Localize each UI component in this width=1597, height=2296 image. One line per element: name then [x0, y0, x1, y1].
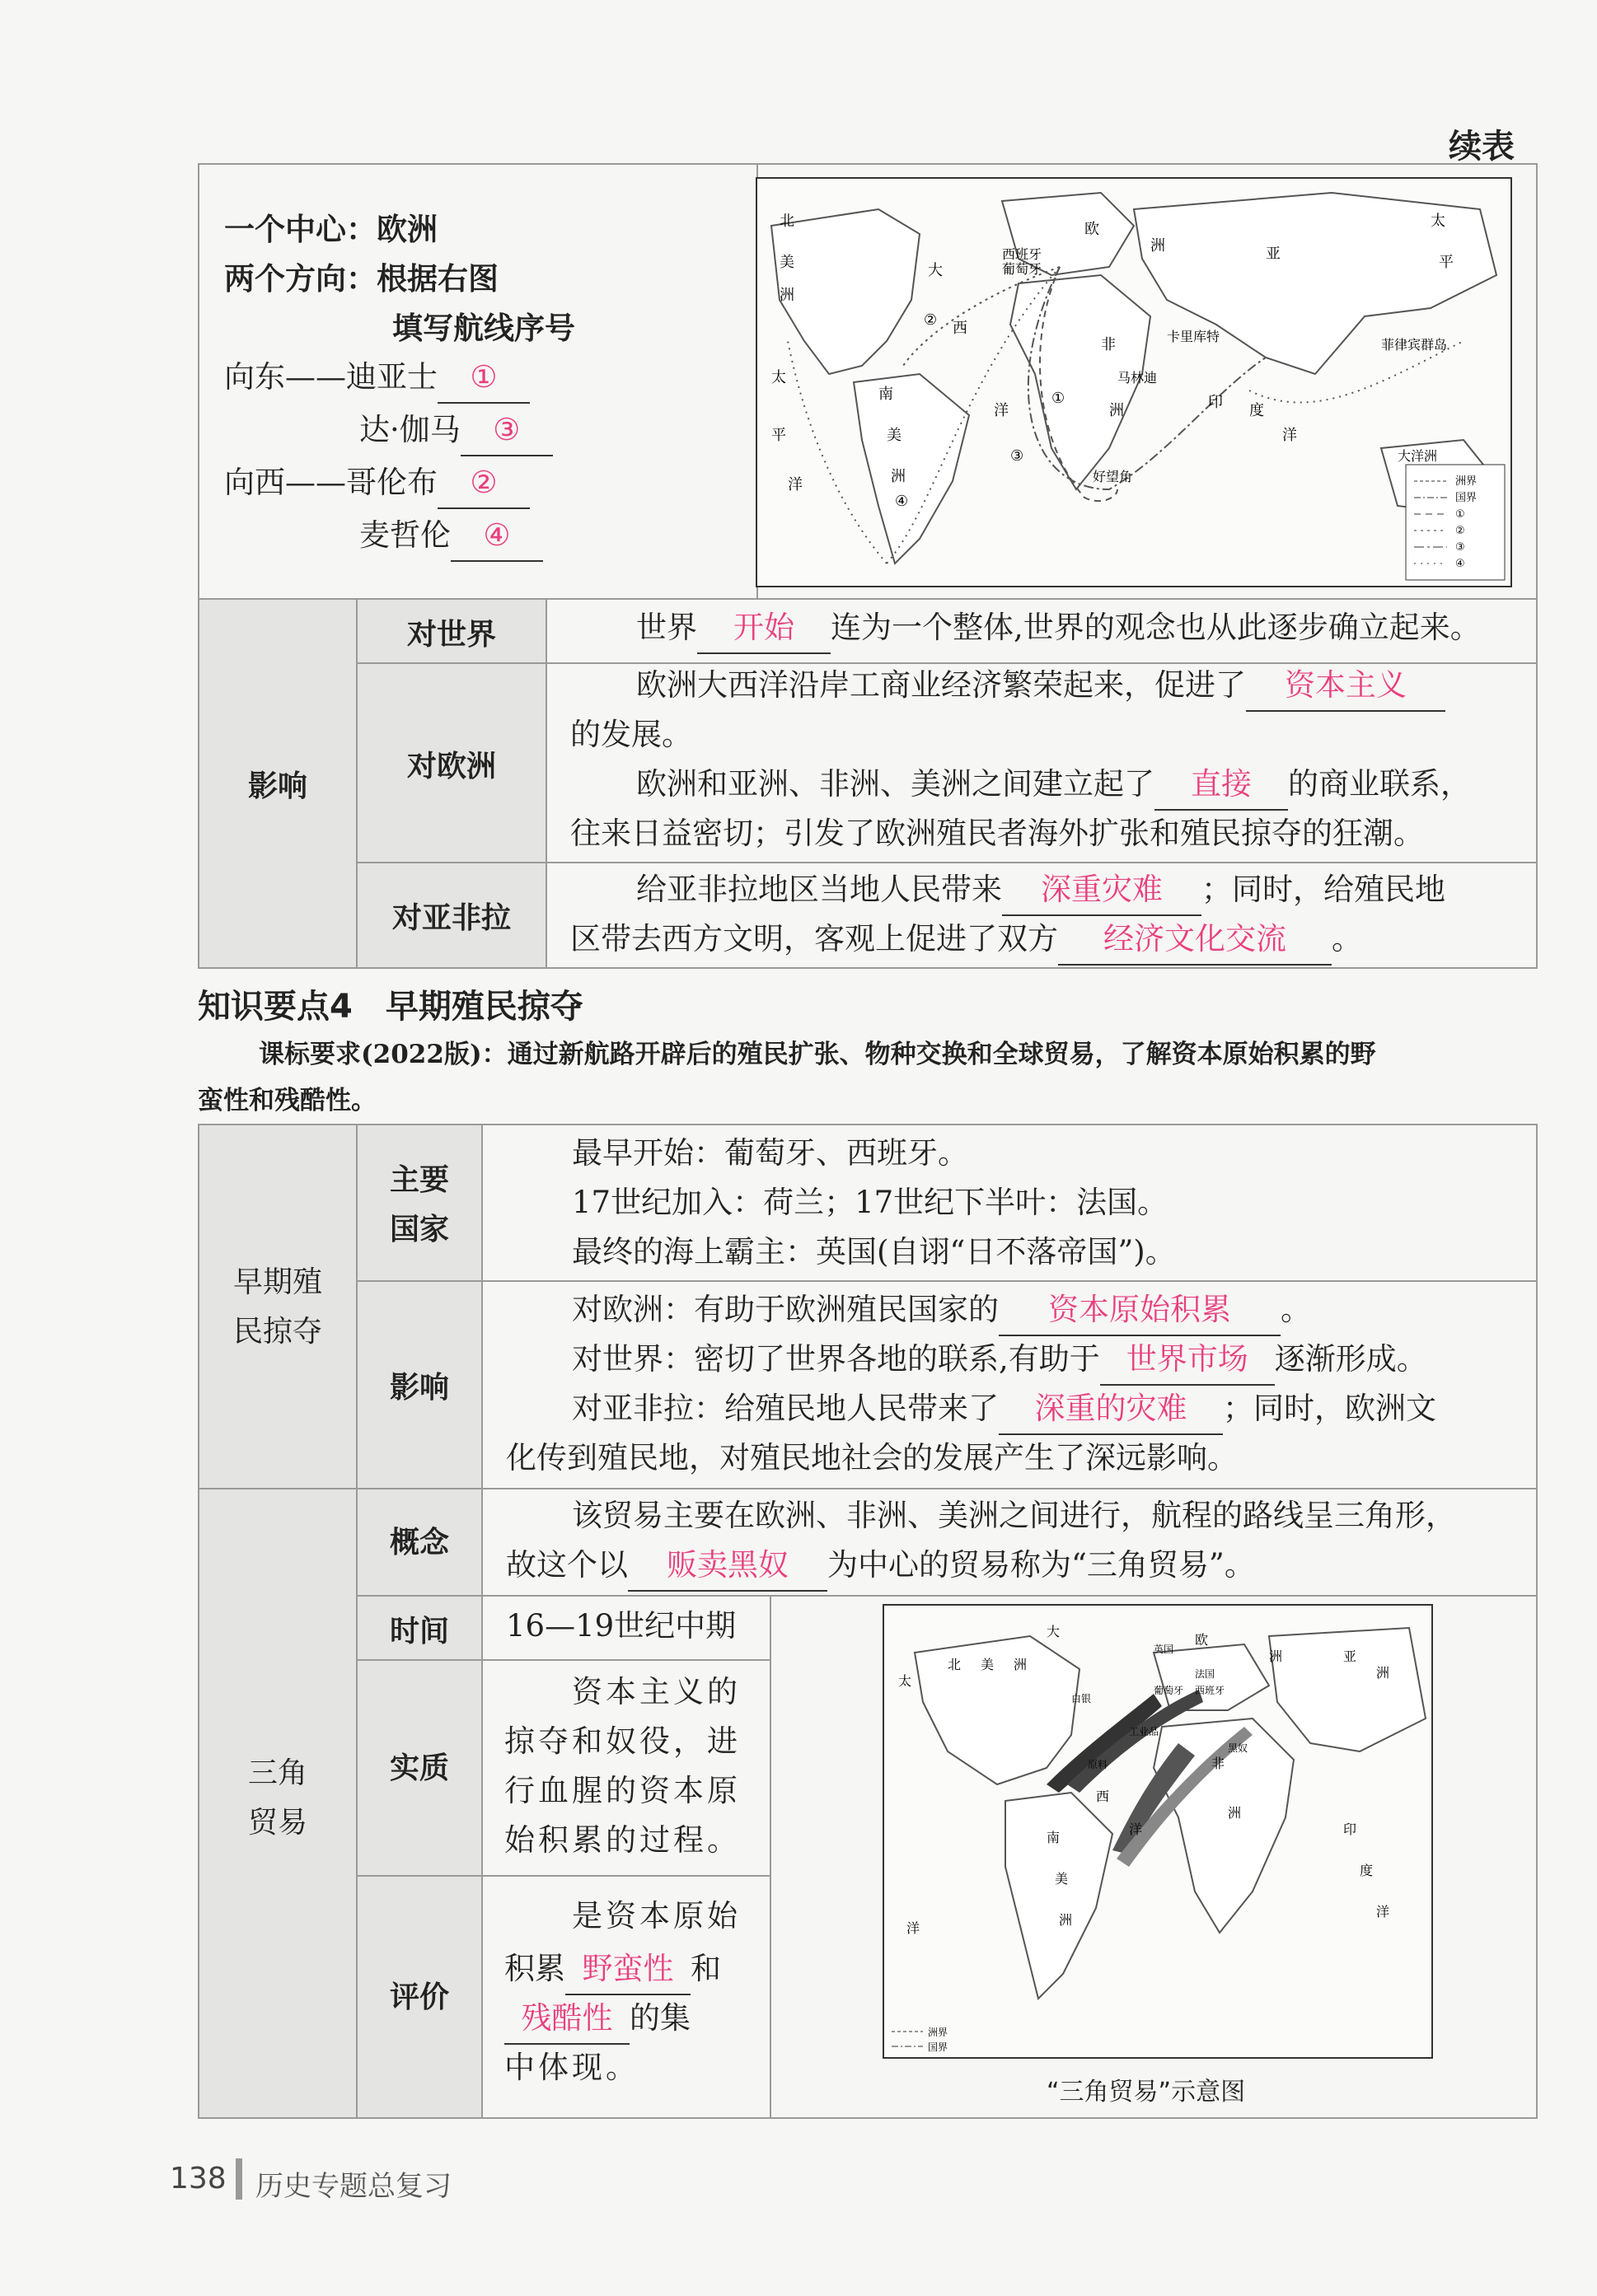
svg-text:美: 美 [1055, 1871, 1069, 1887]
svg-text:洲: 洲 [1014, 1657, 1028, 1672]
svg-text:洲: 洲 [1376, 1665, 1390, 1681]
essence-text-2: 掠夺和奴役，进 [504, 1723, 741, 1759]
svg-text:③: ③ [1010, 447, 1024, 465]
triangle-trade-map [882, 1603, 1434, 2060]
concept-label: 概念 [389, 1525, 449, 1560]
svg-text:洲: 洲 [891, 468, 906, 485]
svg-text:欧: 欧 [1084, 221, 1099, 238]
footer-divider [236, 2158, 242, 2200]
world-text: 世界 开始 连为一个整体,世界的观念也从此逐步确立起来。 [636, 603, 1481, 654]
evaluation-text-1: 是资本原始 [572, 1898, 741, 1934]
asia-text-1: 给亚非拉地区当地人民带来 深重灾难 ；同时，给殖民地 [636, 865, 1445, 916]
europe-answer-2: 直接 [1154, 760, 1288, 811]
svg-text:北: 北 [948, 1657, 962, 1672]
svg-text:④: ④ [895, 493, 909, 510]
svg-text:大: 大 [928, 262, 943, 279]
svg-text:卡里库特: 卡里库特 [1167, 329, 1220, 344]
east-answer-1: ① [438, 353, 530, 404]
new-routes-map [755, 176, 1513, 588]
colonial-label-cell [198, 1124, 358, 1489]
svg-text:度: 度 [1360, 1863, 1374, 1878]
triangle-map-caption: “三角贸易”示意图 [1047, 2078, 1246, 2107]
svg-text:非: 非 [1211, 1756, 1225, 1771]
time-label: 时间 [389, 1614, 449, 1648]
book-title: 历史专题总复习 [255, 2170, 452, 2203]
triangle-label-2: 贸易 [247, 1806, 307, 1840]
svg-text:西班牙: 西班牙 [1195, 1685, 1225, 1696]
triangle-label-1: 三角 [247, 1756, 307, 1790]
svg-text:太: 太 [1431, 213, 1445, 230]
svg-text:平: 平 [771, 427, 786, 444]
svg-text:亚: 亚 [1343, 1648, 1357, 1664]
svg-text:洋: 洋 [994, 402, 1009, 419]
svg-text:葡萄牙: 葡萄牙 [1002, 261, 1042, 277]
time-text: 16—19世纪中期 [506, 1608, 737, 1644]
countries-text-3: 最终的海上霸主：英国(自诩“日不落帝国”)。 [572, 1234, 1176, 1270]
svg-text:亚: 亚 [1266, 245, 1281, 263]
two-directions-2: 填写航线序号 [392, 310, 575, 346]
svg-text:度: 度 [1249, 402, 1264, 419]
evaluation-text-4: 中体现。 [504, 2050, 639, 2085]
svg-text:美: 美 [887, 427, 902, 444]
countries-label-cell [356, 1124, 483, 1282]
svg-text:国界: 国界 [928, 2041, 948, 2053]
asia-text-2: 区带去西方文明，客观上促进了双方 经济文化交流 。 [570, 914, 1362, 966]
svg-text:西: 西 [1096, 1789, 1110, 1804]
west-row-1: 向西——哥伦布 ② [224, 458, 530, 509]
svg-text:菲律宾群岛: 菲律宾群岛 [1381, 337, 1448, 353]
essence-text-1: 资本主义的 [572, 1674, 741, 1709]
europe-label: 对欧洲 [406, 749, 496, 783]
svg-text:洲: 洲 [1269, 1648, 1283, 1664]
colonial-answer-3: 深重的灾难 [999, 1384, 1223, 1435]
svg-text:③: ③ [1455, 541, 1465, 554]
evaluation-answer-1: 野蛮性 [565, 1944, 691, 1995]
colonial-impact-label: 影响 [389, 1370, 449, 1405]
countries-text-1: 最早开始：葡萄牙、西班牙。 [572, 1135, 968, 1171]
svg-text:欧: 欧 [1195, 1632, 1209, 1648]
svg-text:洋: 洋 [1376, 1904, 1390, 1920]
svg-text:好望角: 好望角 [1093, 469, 1133, 484]
countries-label-1: 主要 [389, 1162, 449, 1197]
concept-text-1: 该贸易主要在欧洲、非洲、美洲之间进行，航程的路线呈三角形， [572, 1498, 1456, 1533]
one-center: 一个中心：欧洲 [224, 211, 438, 247]
world-label: 对世界 [406, 617, 496, 652]
evaluation-answer-2: 残酷性 [504, 1994, 630, 2045]
europe-answer-1: 资本主义 [1246, 661, 1445, 712]
svg-text:英国: 英国 [1154, 1644, 1174, 1655]
svg-text:①: ① [1051, 390, 1065, 407]
svg-text:洋: 洋 [906, 1920, 920, 1936]
svg-text:②: ② [924, 311, 938, 329]
evaluation-text-3: 残酷性 的集 [504, 1994, 691, 2045]
countries-text-2: 17世纪加入：荷兰；17世纪下半叶：法国。 [572, 1185, 1168, 1220]
svg-text:②: ② [1455, 525, 1465, 537]
evaluation-label: 评价 [389, 1980, 449, 2014]
asia-label: 对亚非拉 [391, 900, 511, 935]
svg-text:南: 南 [878, 386, 893, 403]
colonial-impact-3: 对亚非拉：给殖民地人民带来了 深重的灾难 ；同时，欧洲文 [572, 1384, 1436, 1435]
svg-text:国界: 国界 [1455, 492, 1478, 504]
svg-text:洲界: 洲界 [928, 2027, 948, 2038]
svg-text:洲: 洲 [1150, 237, 1165, 255]
svg-text:大: 大 [1047, 1624, 1061, 1639]
colonial-impact-1: 对欧洲：有助于欧洲殖民国家的 资本原始积累 。 [572, 1285, 1311, 1336]
svg-text:洲界: 洲界 [1455, 475, 1478, 488]
svg-text:美: 美 [780, 254, 794, 271]
east-row-1: 向东——迪亚士 ① [224, 353, 530, 404]
continued-label: 续表 [1449, 127, 1515, 166]
svg-text:南: 南 [1047, 1830, 1061, 1845]
svg-text:④: ④ [1455, 558, 1465, 570]
colonial-impact-2: 对世界：密切了世界各地的联系,有助于 世界市场 逐渐形成。 [572, 1335, 1427, 1386]
svg-text:①: ① [1455, 508, 1465, 521]
page-number: 138 [170, 2162, 227, 2195]
europe-text-3: 欧洲和亚洲、非洲、美洲之间建立起了 直接 的商业联系， [636, 760, 1471, 811]
west-row-2: 麦哲伦 ④ [359, 511, 543, 562]
svg-text:太: 太 [771, 369, 786, 386]
curriculum-requirement-2: 蛮性和残酷性。 [198, 1086, 377, 1115]
world-answer: 开始 [697, 603, 831, 654]
svg-text:美: 美 [981, 1657, 995, 1672]
europe-text-4: 往来日益密切；引发了欧洲殖民者海外扩张和殖民掠夺的狂潮。 [570, 816, 1424, 851]
east-row-2: 达·伽马 ③ [359, 405, 553, 456]
svg-text:太: 太 [898, 1673, 912, 1689]
concept-answer: 贩卖黑奴 [628, 1541, 827, 1592]
svg-text:印: 印 [1208, 394, 1223, 411]
essence-text-3: 行血腥的资本原 [504, 1773, 741, 1808]
svg-text:洲: 洲 [1109, 402, 1124, 419]
essence-label: 实质 [389, 1751, 449, 1785]
colonial-impact-4: 化传到殖民地，对殖民地社会的发展产生了深远影响。 [506, 1440, 1238, 1475]
colonial-label-2: 民掠夺 [232, 1315, 322, 1349]
west-answer-2: ④ [451, 511, 543, 562]
west-answer-1: ② [438, 458, 530, 509]
svg-text:印: 印 [1343, 1821, 1357, 1837]
svg-text:黑奴: 黑奴 [1228, 1742, 1248, 1754]
svg-text:西: 西 [953, 320, 967, 337]
svg-text:洲: 洲 [1228, 1805, 1242, 1821]
svg-text:西班牙: 西班牙 [1002, 246, 1042, 262]
asia-answer-1: 深重灾难 [1002, 865, 1201, 916]
svg-text:洋: 洋 [788, 476, 803, 493]
svg-text:白银: 白银 [1071, 1693, 1092, 1704]
colonial-answer-1: 资本原始积累 [999, 1285, 1281, 1336]
svg-text:洲: 洲 [1059, 1912, 1073, 1928]
impact-label: 影响 [247, 769, 307, 803]
europe-text-1: 欧洲大西洋沿岸工商业经济繁荣起来，促进了 资本主义 [636, 661, 1445, 712]
two-directions: 两个方向：根据右图 [224, 260, 499, 297]
svg-text:大洋洲: 大洋洲 [1398, 448, 1438, 464]
concept-text-2: 故这个以 贩卖黑奴 为中心的贸易称为“三角贸易”。 [506, 1541, 1255, 1592]
curriculum-requirement: 课标要求(2022版)：通过新航路开辟后的殖民扩张、物种交换和全球贸易，了解资本原始积累的野 [259, 1040, 1376, 1069]
svg-text:洋: 洋 [1282, 427, 1297, 444]
east-answer-2: ③ [461, 405, 553, 456]
svg-text:平: 平 [1439, 254, 1454, 271]
asia-answer-2: 经济文化交流 [1058, 914, 1332, 966]
svg-text:工业品: 工业品 [1129, 1726, 1159, 1737]
svg-text:洋: 洋 [1129, 1821, 1143, 1837]
svg-text:原料: 原料 [1088, 1759, 1108, 1770]
evaluation-text-2: 积累 野蛮性 和 [504, 1944, 721, 1995]
colonial-label-1: 早期殖 [232, 1265, 322, 1299]
svg-text:洲: 洲 [780, 287, 794, 304]
svg-text:北: 北 [780, 213, 794, 230]
svg-text:非: 非 [1101, 336, 1116, 353]
countries-label-2: 国家 [389, 1212, 449, 1246]
colonial-answer-2: 世界市场 [1100, 1335, 1275, 1386]
svg-text:法国: 法国 [1195, 1668, 1215, 1680]
svg-text:马林迪: 马林迪 [1117, 370, 1158, 386]
europe-text-2: 的发展。 [570, 717, 692, 752]
section-title: 知识要点4 早期殖民掠夺 [198, 988, 583, 1026]
essence-text-4: 始积累的过程。 [504, 1822, 741, 1858]
svg-text:葡萄牙: 葡萄牙 [1154, 1685, 1184, 1696]
